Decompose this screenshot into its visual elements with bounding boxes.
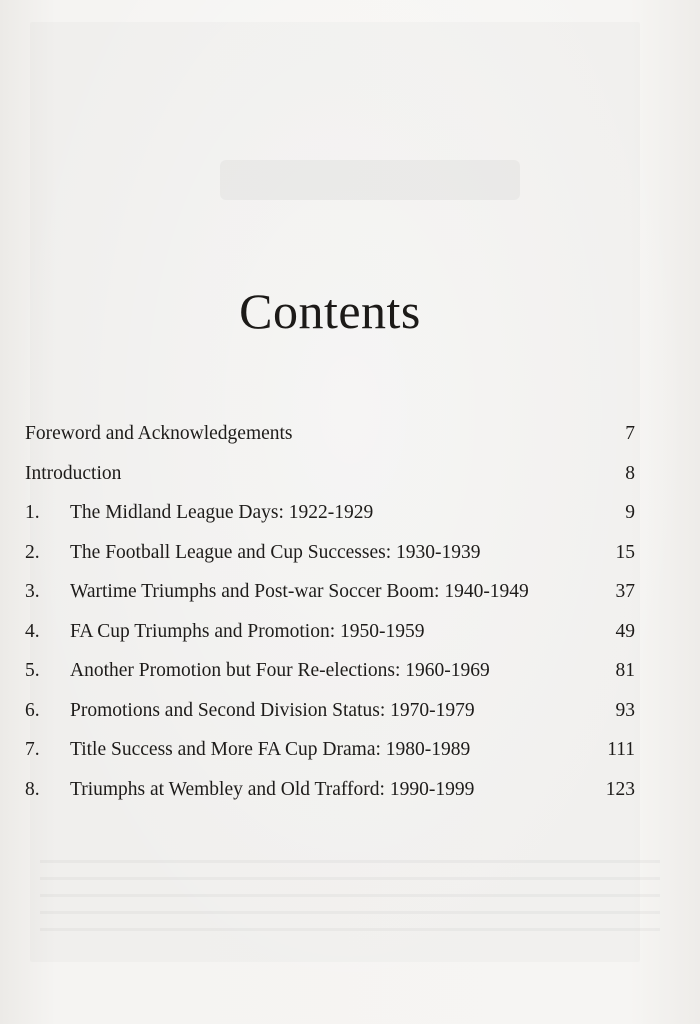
toc-entry-title: Another Promotion but Four Re-elections: 1960-1969 (70, 660, 490, 681)
bleed-through-title-shadow (220, 160, 520, 200)
toc-entry-number: 1. (25, 502, 40, 523)
toc-entry-title: FA Cup Triumphs and Promotion: 1950-1959 (70, 620, 425, 642)
toc-entry-page: 81 (615, 660, 635, 681)
toc-entry-chapter-7 (25, 732, 637, 772)
toc-entry-title: Foreword and Acknowledgements (25, 423, 293, 444)
toc-entry-title: The Midland League Days: 1922-1929 (70, 502, 374, 523)
toc-entry-page: 37 (615, 581, 635, 602)
toc-entry-page: 93 (615, 699, 635, 721)
toc-entry-chapter-1 (25, 495, 637, 535)
toc-entry-page: 49 (615, 620, 635, 642)
toc-entry-page: 111 (607, 739, 635, 760)
toc-entry-number: 6. (25, 699, 40, 721)
toc-entry-introduction (25, 456, 637, 496)
toc-entry-foreword (25, 416, 637, 456)
toc-entry-page: 8 (625, 462, 635, 484)
toc-entry-title: Introduction (25, 462, 122, 484)
toc-entry-page: 123 (605, 778, 635, 800)
contents-heading: Contents (239, 283, 421, 339)
toc-entry-title: Title Success and More FA Cup Drama: 1980-1989 (70, 739, 471, 760)
toc-entry-chapter-8 (25, 772, 637, 812)
toc-entry-number: 4. (25, 620, 40, 642)
toc-entry-number: 3. (25, 581, 40, 602)
bleed-through-text-shadow (40, 860, 660, 940)
toc-entry-chapter-3 (25, 574, 637, 614)
toc-entry-chapter-6 (25, 693, 637, 733)
toc-entry-title: The Football League and Cup Successes: 1930-1939 (70, 541, 481, 563)
toc-entry-number: 8. (25, 778, 40, 800)
toc-entry-number: 7. (25, 739, 40, 760)
toc-entry-page: 7 (625, 423, 635, 444)
toc-entry-page: 15 (615, 541, 635, 563)
toc-entry-title: Triumphs at Wembley and Old Trafford: 1990-1999 (70, 778, 475, 800)
toc-entry-title: Wartime Triumphs and Post-war Soccer Boom: 1940-1949 (70, 581, 529, 602)
toc-entry-title: Promotions and Second Division Status: 1970-1979 (70, 699, 475, 721)
toc-entry-number: 5. (25, 660, 40, 681)
toc-entry-chapter-4 (25, 614, 637, 654)
table-of-contents (25, 416, 637, 811)
toc-entry-page: 9 (625, 502, 635, 523)
toc-entry-chapter-5 (25, 653, 637, 693)
toc-entry-number: 2. (25, 541, 40, 563)
toc-entry-chapter-2 (25, 535, 637, 575)
